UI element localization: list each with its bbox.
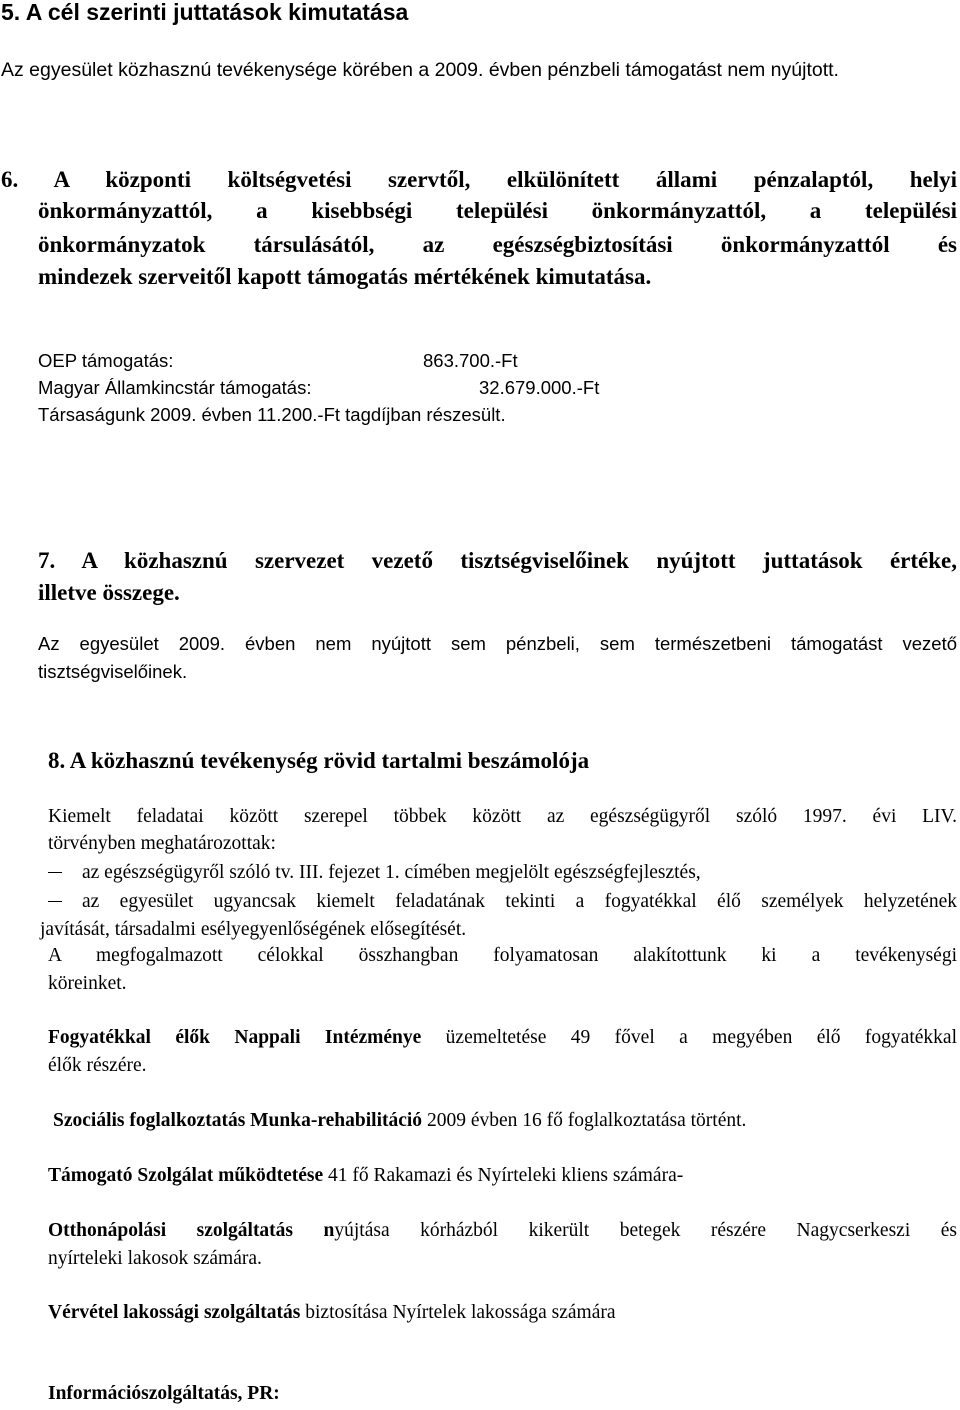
dash-bullet-icon xyxy=(48,872,62,873)
szocialis-line xyxy=(53,1110,746,1132)
otthonapolasi-title: Otthonápolási szolgáltatás n xyxy=(48,1220,335,1241)
dash-bullet-icon xyxy=(48,901,62,902)
tamogato-line xyxy=(48,1165,683,1187)
fogyatekkal-line-2: élők részére. xyxy=(48,1055,147,1076)
bullet-item-2-text: az egyesület ugyancsak kiemelt feladatának tekinti a fogyatékkal élő személyek helyzetének xyxy=(82,891,957,912)
otthonapolasi-line-2: nyírteleki lakosok számára. xyxy=(48,1248,262,1269)
section-7-heading-line-2: illetve összege. xyxy=(38,580,180,605)
fogyatekkal-line-1 xyxy=(48,1027,957,1049)
fogyatekkal-title: Fogyatékkal élők Nappali Intézménye xyxy=(48,1027,422,1048)
section-6-heading-line-2: önkormányzattól, a kisebbségi települési önkormányzattól, a települési xyxy=(38,198,957,223)
bullet-item-1-text: az egészségügyről szóló tv. III. fejezet 1. címében megjelölt egészségfejlesztés, xyxy=(82,862,701,883)
vervetel-title: Vérvétel lakossági szolgáltatás xyxy=(48,1302,301,1323)
mak-value: 32.679.000.-Ft xyxy=(479,377,600,398)
section-8-para-1-line-2: törvényben meghatározottak: xyxy=(48,833,276,854)
section-6-heading-line-1: 6. A központi költségvetési szervtől, elkülönített állami pénzalaptól, helyi xyxy=(1,167,957,192)
section-8-para-2-line-2: köreinket. xyxy=(48,973,127,994)
section-5-heading: 5. A cél szerinti juttatások kimutatása xyxy=(1,0,409,25)
vervetel-text: biztosítása Nyírtelek lakossága számára xyxy=(300,1302,616,1323)
section-6-heading-line-4: mindezek szerveitől kapott támogatás mértékének kimutatása. xyxy=(38,264,652,289)
bullet-item-2-continuation: javítását, társadalmi esélyegyenlőségének elősegítését. xyxy=(40,919,467,940)
section-7-heading-line-1: 7. A közhasznú szervezet vezető tisztségviselőinek nyújtott juttatások értéke, xyxy=(38,548,957,573)
section-8-para-2-line-1: A megfogalmazott célokkal összhangban folyamatosan alakítottunk ki a tevékenységi xyxy=(48,945,957,966)
mak-label: Magyar Államkincstár támogatás: xyxy=(38,377,312,398)
bullet-item-1 xyxy=(48,862,701,884)
otthonapolasi-line-1 xyxy=(48,1220,957,1242)
szocialis-text: 2009 évben 16 fő foglalkoztatása történt. xyxy=(422,1110,747,1131)
szocialis-title: Szociális foglalkoztatás Munka-rehabilitáció xyxy=(53,1110,423,1131)
tarsasag-line: Társaságunk 2009. évben 11.200.-Ft tagdíjban részesült. xyxy=(38,404,506,425)
oep-label: OEP támogatás: xyxy=(38,350,174,371)
section-6-heading-line-3: önkormányzatok társulásától, az egészségbiztosítási önkormányzattól és xyxy=(38,232,957,257)
section-5-text: Az egyesület közhasznú tevékenysége körében a 2009. évben pénzbeli támogatást nem nyújtott. xyxy=(1,59,839,81)
bullet-item-2 xyxy=(48,891,957,913)
oep-value: 863.700.-Ft xyxy=(423,350,518,371)
otthonapolasi-text: yújtása kórházból kikerült betegek részére Nagycserkeszi és xyxy=(334,1220,957,1241)
section-7-text-line-1: Az egyesület 2009. évben nem nyújtott sem pénzbeli, sem természetbeni támogatást vezető xyxy=(38,633,957,654)
fogyatekkal-text: üzemeltetése 49 fővel a megyében élő fogyatékkal xyxy=(421,1027,957,1048)
section-7-text-line-2: tisztségviselőinek. xyxy=(38,661,188,682)
section-8-para-1-line-1: Kiemelt feladatai között szerepel többek között az egészségügyről szóló 1997. évi LIV. xyxy=(48,806,957,827)
tamogato-text: 41 fő Rakamazi és Nyírteleki kliens számára- xyxy=(323,1165,684,1186)
vervetel-line xyxy=(48,1302,616,1324)
tamogato-title: Támogató Szolgálat működtetése xyxy=(48,1165,324,1186)
informacio-heading: Információszolgáltatás, PR: xyxy=(48,1383,280,1404)
section-8-heading: 8. A közhasznú tevékenység rövid tartalmi beszámolója xyxy=(48,748,590,773)
